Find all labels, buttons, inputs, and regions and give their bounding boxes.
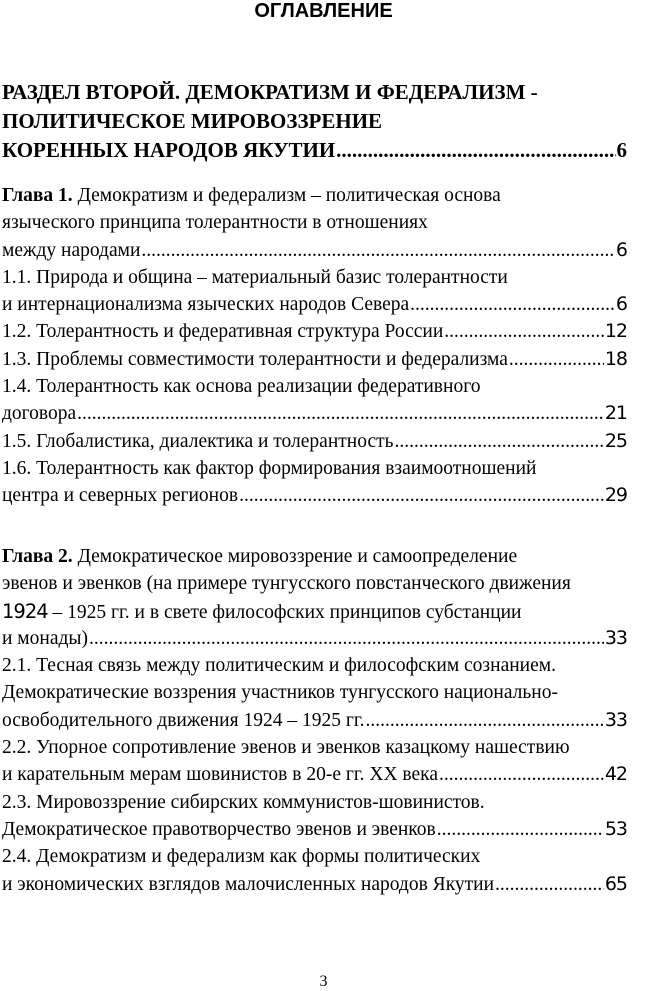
- toc-item-text: и интернационализма языческих народов Севера: [2, 294, 410, 316]
- toc-item-2-1[interactable]: [2, 707, 627, 734]
- dot-leader: [366, 707, 604, 734]
- dot-leader: [437, 816, 604, 843]
- toc-item-text: 1.2. Толерантность и федеративная структура России: [2, 321, 444, 343]
- toc-item-text: освободительного движения 1924 – 1925 гг.: [2, 709, 365, 731]
- toc-item-page: 29: [604, 484, 627, 507]
- toc-item-1-1-line-1: 1.1. Природа и община – материальный базис толерантности: [2, 266, 508, 288]
- chapter-1-line-3: между народами: [2, 239, 141, 261]
- toc-item-page: 33: [604, 708, 627, 731]
- toc-item-text: центра и северных регионов: [2, 485, 239, 507]
- chapter-1-entry[interactable]: [2, 237, 627, 264]
- chapter-1-title: Демократизм и федерализм – политическая основа: [77, 185, 501, 206]
- chapter-2-line-4: и монады): [2, 627, 89, 649]
- toc-item-2-1-line-1: 2.1. Тесная связь между политическим и философским сознанием.: [2, 655, 556, 677]
- chapter-2-page: 33: [604, 626, 627, 649]
- toc-item-page: 42: [604, 763, 627, 786]
- chapter-2-label: Глава 2.: [2, 546, 73, 567]
- dot-leader: [439, 761, 604, 788]
- dot-leader: [336, 136, 615, 165]
- toc-item-page: 25: [604, 429, 627, 452]
- chapter-2-line-3-rest: – 1925 гг. и в свете философских принципов субстанции: [47, 601, 522, 623]
- toc-item-2-2[interactable]: [2, 761, 627, 788]
- toc-item-page: 53: [604, 817, 627, 840]
- chapter-2-title-line: [2, 543, 627, 570]
- dot-leader: [444, 318, 604, 345]
- toc-item-2-1-line-2: Демократические воззрения участников тунгусского национально-: [2, 682, 558, 704]
- chapter-2-title: Демократическое мировоззрение и самоопределение: [77, 546, 518, 567]
- toc-item-text: 1.5. Глобалистика, диалектика и толерантность: [2, 430, 394, 452]
- toc-item-1-6-line-1: 1.6. Толерантность как фактор формирования взаимоотношений: [2, 457, 537, 479]
- section-line-3: КОРЕННЫХ НАРОДОВ ЯКУТИИ: [2, 138, 336, 162]
- dot-leader: [141, 237, 615, 264]
- toc-item-2-3[interactable]: [2, 816, 627, 843]
- dot-leader: [395, 428, 604, 455]
- toc-item-text: договора: [2, 403, 77, 425]
- toc-item-page: 6: [615, 293, 627, 316]
- toc-item-2-3-line-1: 2.3. Мировоззрение сибирских коммунистов-шовинистов.: [2, 791, 485, 813]
- dot-leader: [239, 482, 604, 509]
- chapter-1-page: 6: [615, 238, 627, 261]
- toc-item-1-3[interactable]: [2, 346, 627, 373]
- section-line-1: РАЗДЕЛ ВТОРОЙ. ДЕМОКРАТИЗМ И ФЕДЕРАЛИЗМ -: [2, 80, 538, 104]
- chapter-1-block: [2, 182, 627, 510]
- toc-item-2-4[interactable]: [2, 871, 627, 898]
- chapter-1-line-2: языческого принципа толерантности в отношениях: [2, 212, 428, 234]
- page-number: 3: [319, 973, 328, 990]
- chapter-1-label: Глава 1.: [2, 185, 73, 206]
- toc-item-1-1[interactable]: [2, 291, 627, 318]
- dot-leader: [410, 291, 615, 318]
- toc-item-text: и экономических взглядов малочисленных народов Якутии: [2, 873, 495, 895]
- section-line-2: ПОЛИТИЧЕСКОЕ МИРОВОЗЗРЕНИЕ: [2, 109, 383, 133]
- page-title: ОГЛАВЛЕНИЕ: [254, 0, 393, 22]
- toc-item-2-4-line-1: 2.4. Демократизм и федерализм как формы политических: [2, 846, 481, 868]
- chapter-2-line-2: эвенов и эвенков (на примере тунгусского повстанческого движения: [2, 573, 571, 595]
- toc-item-page: 18: [604, 347, 627, 370]
- toc-item-page: 65: [604, 872, 627, 895]
- dot-leader: [495, 871, 604, 898]
- dot-leader: [89, 625, 604, 652]
- toc-item-2-2-line-1: 2.2. Упорное сопротивление эвенов и эвенков казацкому нашествию: [2, 737, 570, 759]
- chapter-2-entry[interactable]: [2, 625, 627, 652]
- chapter-2-line-3: [2, 598, 627, 625]
- toc-item-1-6[interactable]: [2, 482, 627, 509]
- toc-item-page: 21: [604, 402, 627, 425]
- section-entry[interactable]: [2, 136, 627, 165]
- toc-item-1-4[interactable]: [2, 400, 627, 427]
- toc-item-text: 1.3. Проблемы совместимости толерантности и федерализма: [2, 348, 508, 370]
- section-page: 6: [616, 138, 627, 162]
- toc-item-1-5[interactable]: [2, 428, 627, 455]
- chapter-2-year: 1924: [2, 599, 48, 623]
- chapter-2-block: [2, 543, 627, 898]
- toc-item-text: Демократическое правотворчество эвенов и эвенков: [2, 818, 436, 840]
- dot-leader: [77, 400, 604, 427]
- dot-leader: [509, 346, 604, 373]
- toc-item-page: 12: [604, 320, 627, 343]
- chapter-1-title-line: [2, 182, 627, 209]
- section-heading: [2, 78, 627, 165]
- toc-item-text: и карательным мерам шовинистов в 20-е гг. XX века: [2, 764, 439, 786]
- toc-item-1-2[interactable]: [2, 318, 627, 345]
- toc-item-1-4-line-1: 1.4. Толерантность как основа реализации федеративного: [2, 376, 481, 398]
